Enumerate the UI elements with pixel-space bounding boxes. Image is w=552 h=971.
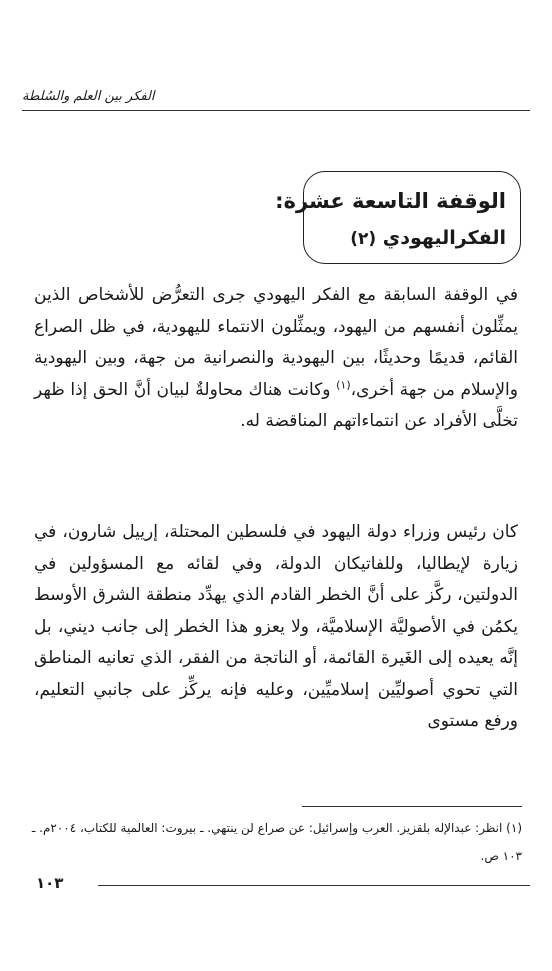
footer-divider — [98, 885, 530, 886]
section-subtitle-text: الفكراليهودي — [382, 227, 506, 249]
section-subtitle-number: (٢) — [350, 229, 377, 249]
section-subtitle — [314, 220, 506, 257]
page-number: ١٠٣ — [36, 874, 64, 892]
paragraph-2: كان رئيس وزراء دولة اليهود في فلسطين المحتلة، إرييل شارون، في زيارة لإيطاليا، وللفاتيكان الدولة، وفي لقائه مع المسؤولين في الدولتين، ركَّز على أنَّ الخطر القادم الذي يهدِّد منطقة الشرق الأوسط يكمُن في الأصوليَّة الإسلاميَّة، ولا يعزو هذا الخطر إلى جانب ديني، بل إنَّه يعيده إلى الغَيرة القائمة، أو الناتجة من الفقر، الذي تعانيه المناطق التي تحوي أصوليِّين إسلاميِّين، وعليه فإنه يركِّز على جانبي التعليم، ورفع مستوى — [34, 522, 518, 731]
paragraph-1 — [34, 280, 518, 438]
section-title-box — [275, 171, 521, 264]
section-title: الوقفة التاسعة عشرة: — [275, 189, 506, 213]
footnote: (١) انظر: عبدالإله بلقزيز. العرب وإسرائيل: عن صراع لن ينتهي. ـ بيروت: العالمية للكتاب، ٢٠٠٤م. ـ ١٠٣ ص. — [31, 821, 522, 863]
footnote-reference: (١) — [336, 377, 351, 391]
paragraph-1-text: في الوقفة السابقة مع الفكر اليهودي جرى التعرُّض للأشخاص الذين يمثِّلون أنفسهم من اليهود، ويمثِّلون الانتماء لليهودية، في ظل الصراع القائم، قديمًا وحديثًا، بين اليهودية والنصرانية من جهة، وبين اليهودية والإسلام من جهة أخرى، — [34, 285, 518, 400]
paragraph-1-continued: وكانت هناك محاولةٌ لبيان أنَّ الحق إذا ظهر تخلَّى الأفراد عن انتماءاتهم المناقضة له. — [34, 379, 518, 431]
page-header — [22, 74, 530, 111]
footnote-divider — [302, 806, 522, 807]
running-title: الفكر بين العلم والسُلطة — [22, 89, 155, 104]
page-footer — [22, 874, 530, 894]
